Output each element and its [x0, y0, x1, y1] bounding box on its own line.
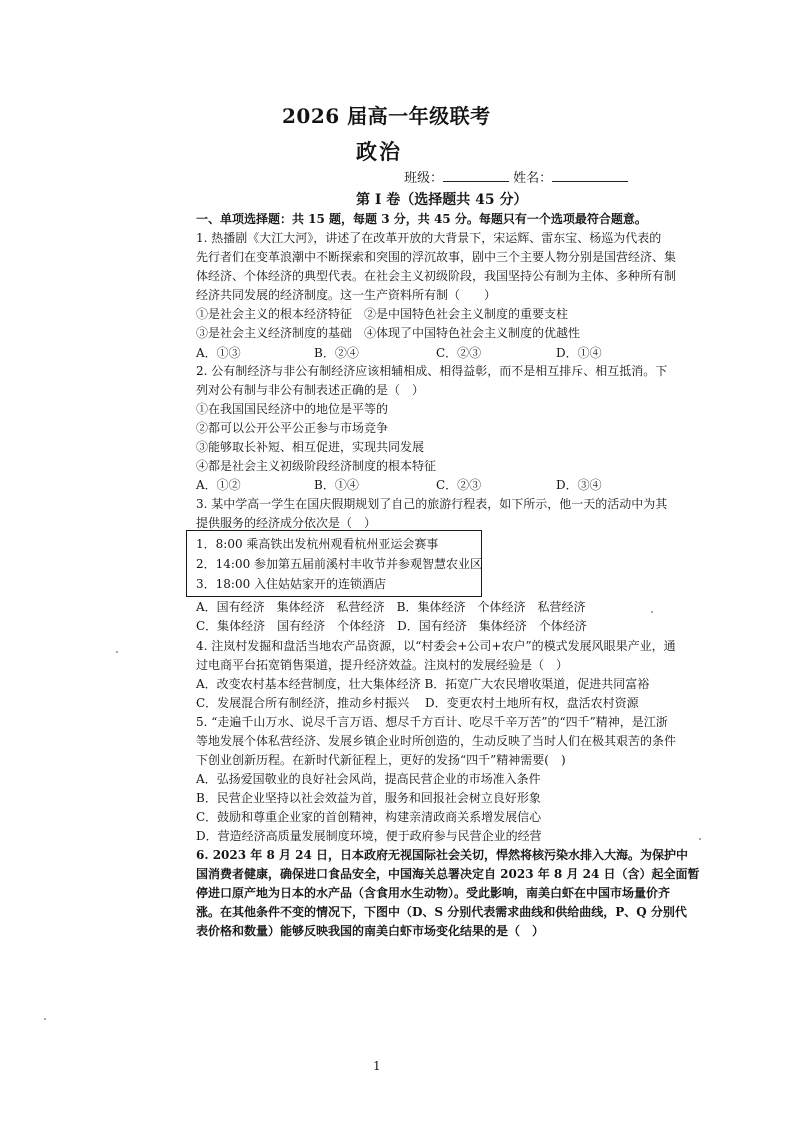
q2-option-b[interactable]: B．①④ — [314, 478, 359, 492]
q5-stem-line: 等地发展个体私营经济、发展乡镇企业时所创造的，生动反映了当时人们在极其艰苦的条件 — [196, 734, 677, 748]
exam-title: 2026 届高一年级联考 — [282, 104, 491, 128]
q2-option-a[interactable]: A．①② — [196, 478, 241, 492]
q6-stem-line: 6. 2023 年 8 月 24 日，日本政府无视国际社会关切，悍然将核污染水排入大海。为保护中 — [196, 848, 689, 862]
q4-option-row[interactable]: A．改变农村基本经营制度，壮大集体经济 B．拓宽广大农民增收渠道，促进共同富裕 — [196, 677, 650, 691]
q1-stem-line: 经济共同发展的经济制度。这一生产资料所有制（ ） — [196, 288, 497, 302]
q6-stem-line: 停进口原产地为日本的水产品（含食用水生动物）。受此影响，南美白虾在中国市场量价齐 — [196, 886, 671, 900]
q4-stem-line: 过电商平台拓宽销售渠道，提升经济效益。注岚村的发展经验是（ ） — [196, 658, 569, 672]
itinerary-item: 3．18:00 入住姑姑家开的连锁酒店 — [196, 577, 387, 591]
itinerary-box — [186, 530, 482, 597]
q2-statement: ③能够取长补短、相互促进，实现共同发展 — [196, 440, 425, 454]
class-label: 班级： — [404, 171, 444, 186]
q2-stem-line: 2. 公有制经济与非公有制经济应该相辅相成、相得益彰，而不是相互排斥、相互抵消。下 — [196, 364, 668, 378]
q1-option-a[interactable]: A．①③ — [196, 346, 241, 360]
q2-statement: ④都是社会主义初级阶段经济制度的根本特征 — [196, 459, 437, 473]
q1-statement: ①是社会主义的根本经济特征 ②是中国特色社会主义制度的重要支柱 — [196, 307, 569, 321]
q2-stem-line: 列对公有制与非公有制表述正确的是（ ） — [196, 383, 425, 397]
q3-stem-line: 3. 某中学高一学生在国庆假期规划了自己的旅游行程表，如下所示，他一天的活动中为其 — [196, 497, 668, 511]
q5-stem-line: 下创业创新历程。在新时代新征程上，更好的发扬“四千”精神需要( ) — [196, 753, 566, 767]
scan-speck — [699, 838, 701, 840]
q5-option-c[interactable]: C．鼓励和尊重企业家的首创精神，构建亲清政商关系增发展信心 — [196, 810, 542, 824]
q6-stem-line: 涨。在其他条件不变的情况下，下图中（D、S 分别代表需求曲线和供给曲线，P、Q 分别代 — [196, 905, 687, 919]
itinerary-item: 1．8:00 乘高铁出发杭州观看杭州亚运会赛事 — [196, 537, 439, 551]
q4-option-row[interactable]: C．发展混合所有制经济，推动乡村振兴 D．变更农村土地所有权，盘活农村资源 — [196, 696, 639, 710]
q3-option-row[interactable]: A．国有经济 集体经济 私营经济 B．集体经济 个体经济 私营经济 — [196, 600, 586, 614]
q1-statement: ③是社会主义经济制度的基础 ④体现了中国特色社会主义制度的优越性 — [196, 326, 581, 340]
scan-speck — [651, 611, 653, 613]
q3-stem-line: 提供服务的经济成分依次是（ ） — [196, 516, 377, 530]
q2-option-c[interactable]: C．②③ — [436, 478, 482, 492]
q1-stem-line: 1. 热播剧《大江大河》，讲述了在改革开放的大背景下，宋运辉、雷东宝、杨巡为代表的 — [196, 231, 662, 245]
class-blank[interactable] — [443, 169, 509, 182]
scan-speck — [44, 1018, 46, 1020]
q1-stem-line: 体经济、个体经济的典型代表。在社会主义初级阶段，我国坚持公有制为主体、多种所有制 — [196, 269, 677, 283]
q1-stem-line: 先行者们在变革浪潮中不断探索和突围的浮沉故事，剧中三个主要人物分别是国营经济、集 — [196, 250, 677, 264]
q5-option-d[interactable]: D．营造经济高质量发展制度环境，便于政府参与民营企业的经营 — [196, 829, 542, 843]
scan-speck — [116, 651, 118, 653]
q3-option-row[interactable]: C．集体经济 国有经济 个体经济 D．国有经济 集体经济 个体经济 — [196, 619, 587, 633]
part-heading: 一、单项选择题：共 15 题，每题 3 分，共 45 分。每题只有一个选项最符合题意。 — [196, 212, 647, 226]
student-info — [404, 167, 628, 186]
q1-option-b[interactable]: B．②④ — [314, 346, 359, 360]
q5-option-b[interactable]: B．民营企业坚持以社会效益为首，服务和回报社会树立良好形象 — [196, 791, 541, 805]
q5-option-a[interactable]: A．弘扬爱国敬业的良好社会风尚，提高民营企业的市场准入条件 — [196, 772, 541, 786]
q1-option-d[interactable]: D．①④ — [556, 346, 602, 360]
section-title: 第 I 卷（选择题共 45 分） — [356, 192, 528, 208]
q2-statement: ②都可以公开公平公正参与市场竞争 — [196, 421, 389, 435]
q6-stem-line: 表价格和数量）能够反映我国的南美白虾市场变化结果的是（ ） — [196, 924, 545, 938]
q2-option-d[interactable]: D．③④ — [556, 478, 602, 492]
q5-stem-line: 5. “走遍千山万水、说尽千言万语、想尽千方百计、吃尽千辛万苦”的“四千”精神，是江浙 — [196, 715, 668, 729]
q4-stem-line: 4. 注岚村发掘和盘活当地农产品资源，以“村委会+公司+农户”的模式发展风眼果产业，通 — [196, 639, 676, 653]
itinerary-item: 2．14:00 参加第五届前溪村丰收节并参观智慧农业区 — [196, 557, 483, 571]
name-blank[interactable] — [552, 169, 628, 182]
subject-title: 政治 — [356, 139, 402, 164]
q1-option-c[interactable]: C．②③ — [436, 346, 482, 360]
q2-statement: ①在我国国民经济中的地位是平等的 — [196, 402, 389, 416]
q6-stem-line: 国消费者健康，确保进口食品安全，中国海关总署决定自 2023 年 8 月 24 日（含）起全面暂 — [196, 867, 700, 881]
page-number: 1 — [373, 1059, 381, 1073]
name-label: 姓名： — [513, 171, 553, 186]
